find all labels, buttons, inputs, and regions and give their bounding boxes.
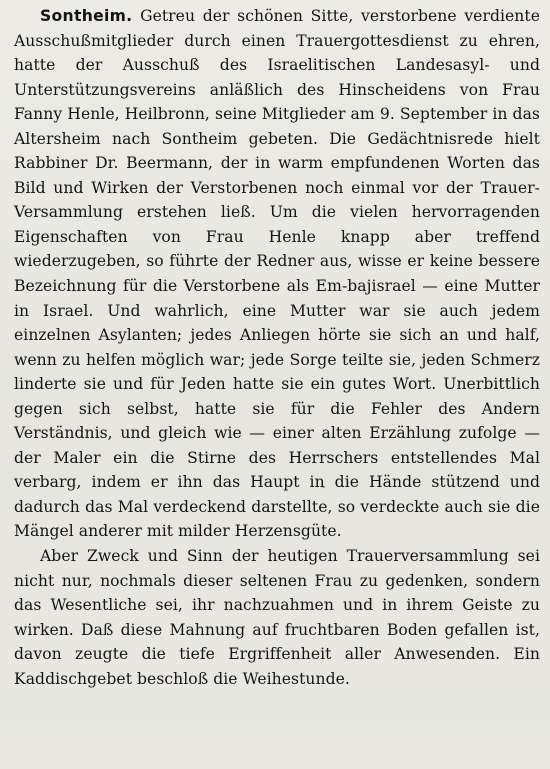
paragraph-1-text: Getreu der schönen Sitte, verstorbene verdiente Ausschußmitglieder durch einen Trauergottesdienst zu ehren, hatte der Ausschuß des Israelitischen Landesasyl- und Unterstützungsvereins anläßlich des Hinscheidens von Frau Fanny Henle, Heilbronn, seine Mitglieder am 9. September in das Altersheim nach Sontheim gebeten. Die Gedächtnisrede hielt Rabbiner Dr. Beermann, der in warm empfundenen Worten das Bild und Wirken der Verstorbenen noch einmal vor der Trauer-Versammlung erstehen ließ. Um die vielen hervorragenden Eigenschaften von Frau Henle knapp aber treffend wiederzugeben, so führte der Redner aus, wisse er keine bessere Bezeichnung für die Verstorbene als Em-bajisrael — eine Mutter in Israel. Und wahrlich, eine Mutter war sie auch jedem einzelnen Asylanten; jedes Anliegen hörte sie sich an und half, wenn zu helfen möglich war; jede Sorge teilte sie, jeden Schmerz linderte sie und für Jeden hatte sie ein gutes Wort. Unerbittlich gegen sich selbst, hatte sie für die Fehler des Andern Verständnis, und gleich wie — einer alten Erzählung zufolge — der Maler ein die Stirne des Herrschers entstellendes Mal verbarg, indem er ihn das Haupt in die Hände stützend und dadurch das Mal verdeckend darstellte, so verdeckte auch sie die Mängel anderer mit milder Herzensgüte. xyxy=(14,7,540,541)
news-article xyxy=(14,4,540,691)
dateline: Sontheim. xyxy=(40,7,133,25)
article-paragraph-1 xyxy=(14,4,540,544)
paragraph-2-text: Aber Zweck und Sinn der heutigen Trauerversammlung sei nicht nur, nochmals dieser seltenen Frau zu gedenken, sondern das Wesentliche sei, ihr nachzuahmen und in ihrem Geiste zu wirken. Daß diese Mahnung auf fruchtbaren Boden gefallen ist, davon zeugte die tiefe Ergriffenheit aller Anwesenden. Ein Kaddischgebet beschloß die Weihestunde. xyxy=(14,547,540,688)
article-paragraph-2 xyxy=(14,544,540,691)
ink-speck xyxy=(488,140,490,142)
ink-speck xyxy=(322,486,325,488)
